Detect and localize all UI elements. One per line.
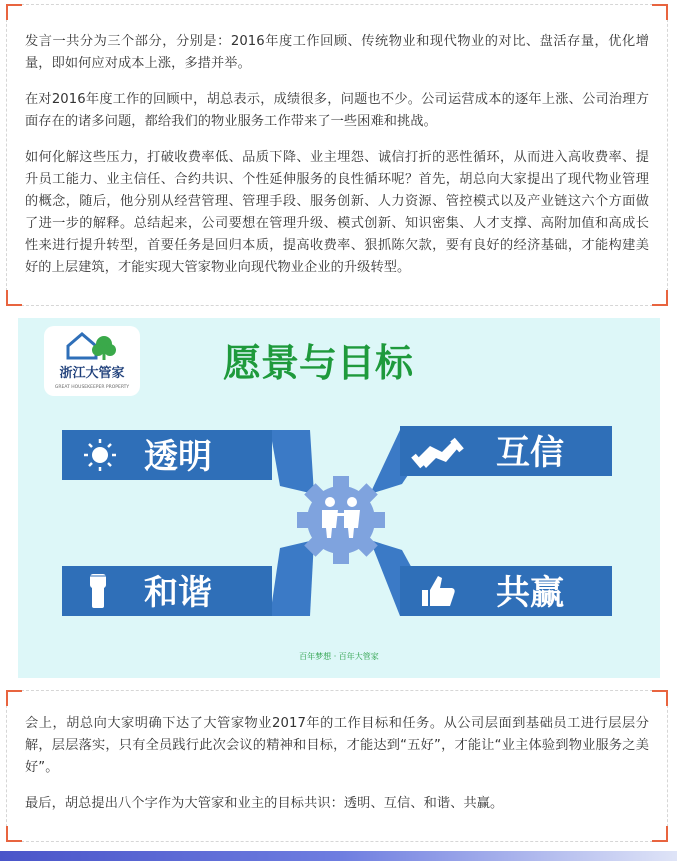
intro-paragraph-1: 发言一共分为三个部分，分别是：2016年度工作回顾、传统物业和现代物业的对比、盘活存量，优化增量，即如何应对成本上涨，多措并举。	[25, 34, 649, 71]
corner-decoration	[6, 690, 22, 706]
vision-banner	[18, 318, 660, 678]
corner-decoration	[6, 4, 22, 20]
corner-decoration	[652, 4, 668, 20]
pillar-label-win: 共赢	[496, 573, 564, 613]
connector-top-left	[270, 430, 314, 494]
corner-decoration	[652, 290, 668, 306]
pillar-label-trust: 互信	[496, 433, 564, 473]
banner-title: 愿景与目标	[222, 341, 414, 385]
closing-text	[25, 713, 649, 829]
intro-text	[25, 31, 649, 293]
closing-paragraph-1: 会上，胡总向大家明确下达了大管家物业2017年的工作目标和任务。从公司层面到基础员工进行层层分解，层层落实，只有全员践行此次会议的精神和目标，才能达到“五好”，才能让“业主体验到物业服务之美好”。	[25, 716, 649, 775]
pillar-label-harmony: 和谐	[144, 573, 212, 613]
banner-slogan: 百年梦想 · 百年大管家	[299, 652, 379, 661]
corner-decoration	[652, 826, 668, 842]
pillar-label-transparent: 透明	[144, 437, 212, 477]
people-gear-icon	[297, 476, 385, 564]
vision-graphic	[18, 318, 660, 678]
corner-decoration	[6, 826, 22, 842]
closing-frame	[6, 690, 668, 842]
footer-gradient-bar	[0, 851, 677, 861]
intro-paragraph-3: 如何化解这些压力，打破收费率低、品质下降、业主埋怨、诚信打折的恶性循环，从而进入高收费率、提升员工能力、业主信任、合约共识、个性延伸服务的良性循环呢？首先，胡总向大家提出了现代物业管理的概念，随后，他分别从经营管理、管理手段、服务创新、人力资源、管控模式以及产业链这六个方面做了进一步的解释。总结起来，公司要想在管理升级、模式创新、知识密集、人才支撑、高附加值和高成长性来进行提升转型，首要任务是回归本质，提高收费率、狠抓陈欠款，要有良好的经济基础，才能构建美好的上层建筑，才能实现大管家物业向现代物业企业的升级转型。	[25, 150, 649, 275]
logo-subtext: GREAT HOUSEKEEPER PROPERTY	[54, 385, 130, 390]
corner-decoration	[652, 690, 668, 706]
logo-text: 浙江大管家	[59, 366, 125, 381]
intro-paragraph-2: 在对2016年度工作的回顾中，胡总表示，成绩很多，问题也不少。公司运营成本的逐年上涨、公司治理方面存在的诸多问题，都给我们的物业服务工作带来了一些困难和挑战。	[25, 92, 649, 129]
company-logo	[44, 326, 140, 396]
corner-decoration	[6, 290, 22, 306]
closing-paragraph-2: 最后，胡总提出八个字作为大管家和业主的目标共识：透明、互信、和谐、共赢。	[25, 796, 504, 811]
intro-frame	[6, 4, 668, 306]
connector-bottom-left	[270, 540, 314, 616]
